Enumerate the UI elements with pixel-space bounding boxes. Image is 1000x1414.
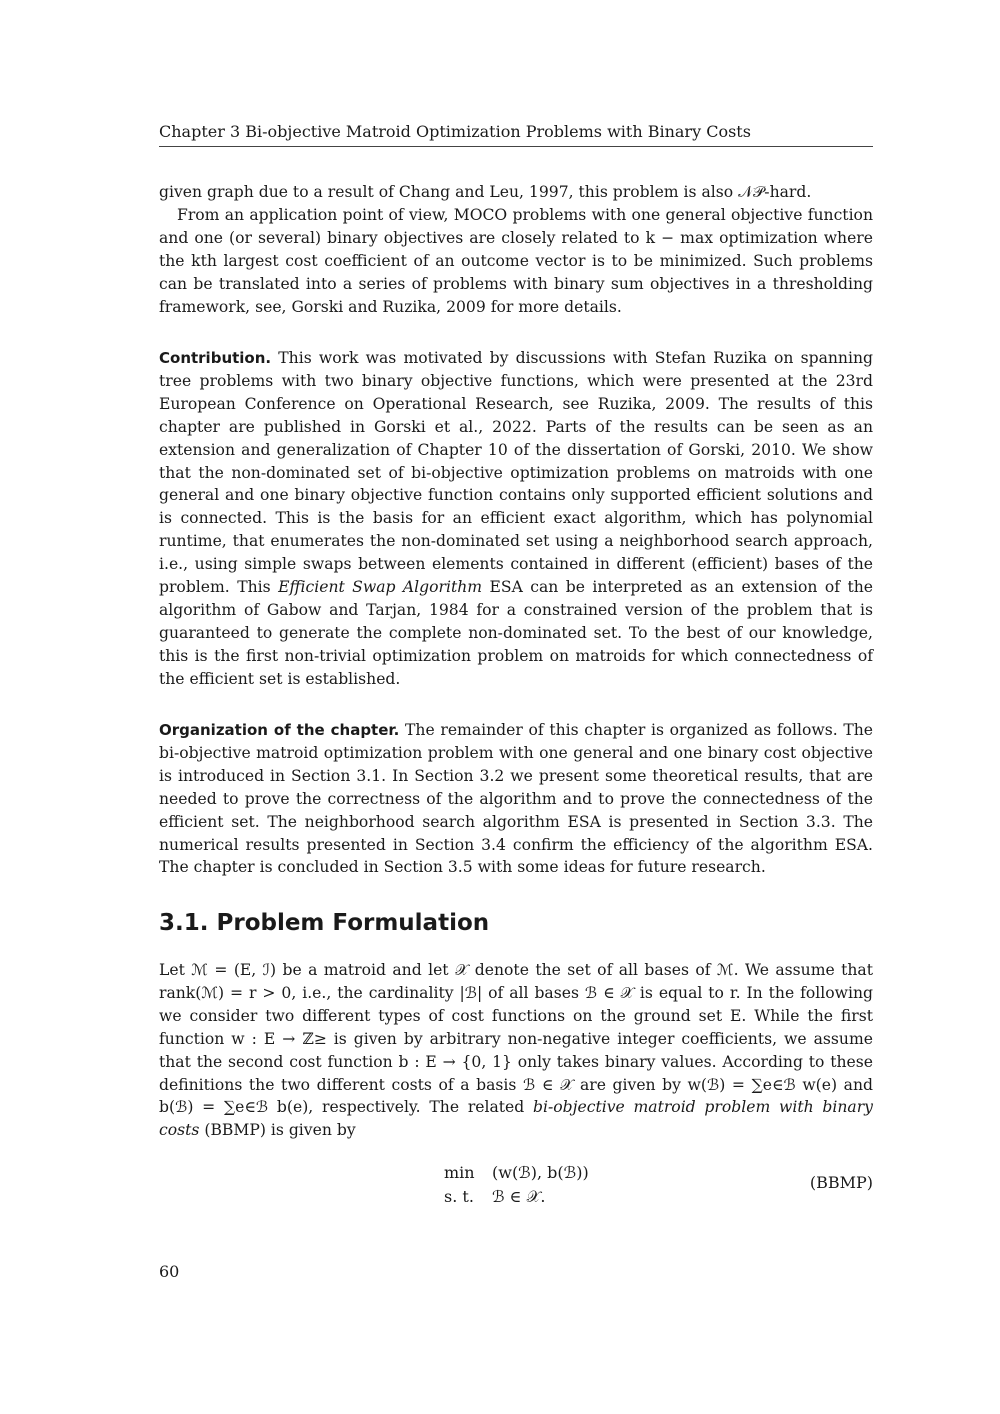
section-title: 3.1. Problem Formulation xyxy=(159,910,490,936)
formula-objective: (w(ℬ), b(ℬ)) xyxy=(492,1163,589,1182)
organization-text: The remainder of this chapter is organized as follows. The bi-objective matroid optimization problem with one general and one binary cost objective is introduced in Section 3.1. In Section 3.2 we present some theoretical results, that are needed to prove the correctness of the algorithm and to prove the connectedness of the efficient set. The neighborhood search algorithm ESA is presented in Section 3.3. The numerical results presented in Section 3.4 confirm the efficiency of the algorithm ESA. The chapter is concluded in Section 3.5 with some ideas for future research. xyxy=(159,721,873,877)
bbmp-formula xyxy=(444,1161,589,1209)
intro-paragraph-1: given graph due to a result of Chang and Leu, 1997, this problem is also 𝒩𝒫-hard. xyxy=(159,183,812,201)
section-paragraph xyxy=(159,959,873,1142)
formula-min-key: min xyxy=(444,1163,475,1182)
organization-paragraph xyxy=(159,719,873,879)
organization-label: Organization of the chapter. xyxy=(159,721,400,739)
section-text: Let ℳ = (E, ℐ) be a matroid and let 𝒳 denote the set of all bases of ℳ. We assume that rank(ℳ) = r > 0, i.e., the cardinality |ℬ| of all bases ℬ ∈ 𝒳 is equal to r. In the following we consider two different types of cost functions on the ground set E. While the first function w : E → ℤ≥ is given by arbitrary non-negative integer coefficients, we assume that the second cost function b : E → {0, 1} only takes binary values. According to these definitions the two different costs of a basis ℬ ∈ 𝒳 are given by w(ℬ) = ∑e∈ℬ w(e) and b(ℬ) = ∑e∈ℬ b(e), respectively. The related xyxy=(159,961,873,1117)
section-text-end: (BBMP) is given by xyxy=(204,1121,356,1140)
contribution-label: Contribution. xyxy=(159,349,272,367)
intro-paragraph-2: From an application point of view, MOCO problems with one general objective function and one (or several) binary objectives are closely related to k − max optimization where the kth largest cost coefficient of an outcome vector is to be minimized. Such problems can be translated into a series of problems with binary sum objectives in a thresholding framework, see, Gorski and Ruzika, 2009 for more details. xyxy=(159,206,873,316)
formula-tag: (BBMP) xyxy=(809,1173,873,1192)
contribution-text: This work was motivated by discussions with Stefan Ruzika on spanning tree problems with two binary objective functions, which were presented at the 23rd European Conference on Operational Research, see Ruzika, 2009. The results of this chapter are published in Gorski et al., 2022. Parts of the results can be seen as an extension and generalization of Chapter 10 of the dissertation of Gorski, 2010. We show that the non-dominated set of bi-objective optimization problems on matroids with one general and one binary objective function contains only supported efficient solutions and is connected. This is the basis for an efficient exact algorithm, which has polynomial runtime, that enumerates the non-dominated set using a neighborhood search approach, i.e., using simple swaps between elements contained in different (efficient) bases of the problem. This xyxy=(159,349,873,597)
running-head: Chapter 3 Bi-objective Matroid Optimization Problems with Binary Costs xyxy=(159,122,873,147)
page-number: 60 xyxy=(159,1262,180,1281)
section-emphasis: bi-objective matroid problem with binary costs xyxy=(159,1098,873,1140)
contribution-emphasis: Efficient Swap Algorithm xyxy=(278,578,483,597)
formula-constraint: ℬ ∈ 𝒳. xyxy=(492,1187,546,1206)
contribution-text-end: ESA can be interpreted as an extension of the algorithm of Gabow and Tarjan, 1984 for a constrained version of the problem that is guaranteed to generate the complete non-dominated set. To the best of our knowledge, this is the first non-trivial optimization problem on matroids for which connectedness of the efficient set is established. xyxy=(159,578,873,688)
formula-st-key: s. t. xyxy=(444,1187,474,1206)
contribution-paragraph xyxy=(159,347,873,691)
